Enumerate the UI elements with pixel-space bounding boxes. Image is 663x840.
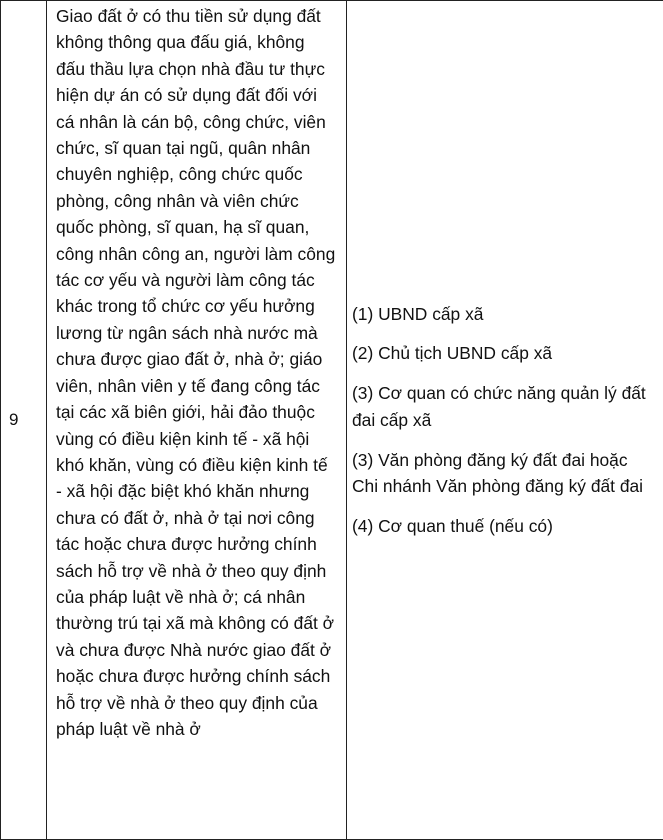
agency-list [352, 301, 657, 540]
procedure-description-cell [47, 1, 347, 840]
row-number-cell [1, 1, 47, 840]
agency-item: (3) Cơ quan có chức năng quản lý đất đai cấp xã [352, 380, 657, 433]
row-number: 9 [9, 410, 18, 429]
agency-item: (2) Chủ tịch UBND cấp xã [352, 340, 657, 366]
agency-item: (4) Cơ quan thuế (nếu có) [352, 513, 657, 539]
table-row [1, 1, 663, 840]
agency-item: (3) Văn phòng đăng ký đất đai hoặc Chi nhánh Văn phòng đăng ký đất đai [352, 447, 657, 500]
procedure-description: Giao đất ở có thu tiền sử dụng đất không thông qua đấu giá, không đấu thầu lựa chọn nhà đầu tư thực hiện dự án có sử dụng đất đối với cá nhân là cán bộ, công chức, viên chức, sĩ quan tại ngũ, quân nhân chuyên nghiệp, công chức quốc phòng, công nhân và viên chức quốc phòng, sĩ quan, hạ sĩ quan, công nhân công an, người làm công tác cơ yếu và người làm công tác khác trong tổ chức cơ yếu hưởng lương từ ngân sách nhà nước mà chưa được giao đất ở, nhà ở; giáo viên, nhân viên y tế đang công tác tại các xã biên giới, hải đảo thuộc vùng có điều kiện kinh tế - xã hội khó khăn, vùng có điều kiện kinh tế - xã hội đặc biệt khó khăn nhưng chưa có đất ở, nhà ở tại nơi công tác hoặc chưa được hưởng chính sách hỗ trợ về nhà ở theo quy định của pháp luật về nhà ở; cá nhân thường trú tại xã mà không có đất ở và chưa được Nhà nước giao đất ở hoặc chưa được hưởng chính sách hỗ trợ về nhà ở theo quy định của pháp luật về nhà ở [47, 1, 346, 742]
responsible-agencies-cell [347, 1, 663, 840]
agency-item: (1) UBND cấp xã [352, 301, 657, 327]
